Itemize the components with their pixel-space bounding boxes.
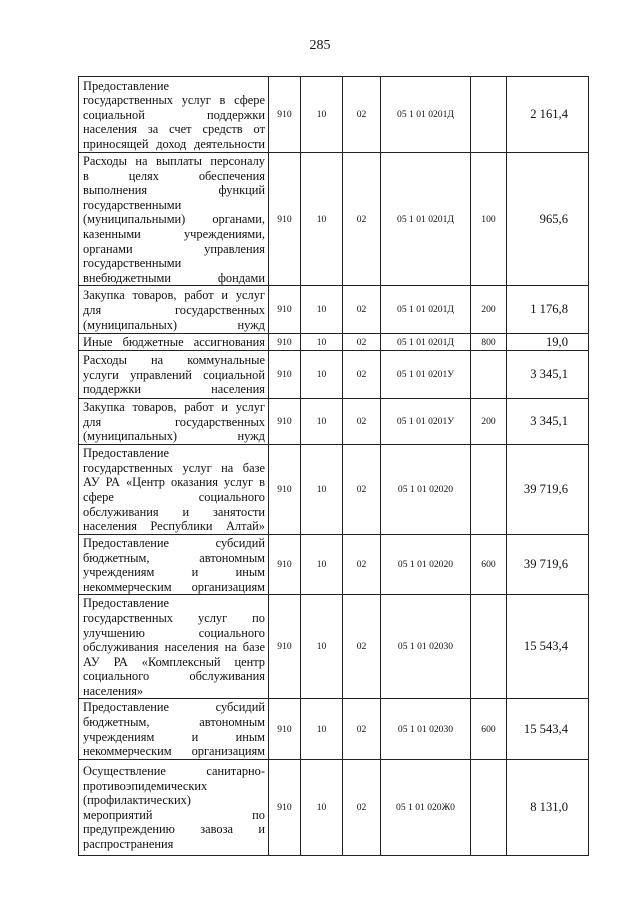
description-line: социальной поддержки — [83, 107, 265, 122]
expense-type-code: 600 — [471, 699, 507, 759]
description-line: Предоставление — [83, 446, 169, 461]
description-line: сфере социального — [83, 489, 265, 504]
description-line: Расходы на выплаты персоналу — [83, 154, 265, 168]
grbs-code: 910 — [269, 398, 301, 444]
subsection-code: 02 — [343, 398, 381, 444]
description-line: Предоставление субсидий — [83, 535, 265, 550]
description-line: (муниципальных) нужд — [83, 429, 265, 444]
expense-type-code: 800 — [471, 334, 507, 351]
subsection-code: 02 — [343, 444, 381, 534]
row-description — [79, 595, 269, 699]
table-body — [79, 77, 589, 856]
description-line: улучшению социального — [83, 625, 265, 640]
section-code: 10 — [301, 759, 343, 855]
table-row — [79, 534, 589, 594]
description-line: Закупка товаров, работ и услуг — [83, 288, 265, 303]
section-code: 10 — [301, 286, 343, 334]
section-code: 10 — [301, 77, 343, 153]
expense-type-code — [471, 444, 507, 534]
description-line: Расходы на коммунальные — [83, 353, 265, 368]
description-line: государственных услуг по — [83, 610, 265, 625]
amount-cell: 19,0 — [507, 334, 589, 351]
expense-type-code — [471, 350, 507, 398]
description-line: населения Республики Алтай» — [83, 519, 265, 534]
description-line: государственных услуг на базе — [83, 460, 265, 475]
description-line: бюджетным, автономным — [83, 550, 265, 565]
expense-type-code: 200 — [471, 398, 507, 444]
description-line: государственными — [83, 256, 182, 271]
subsection-code: 02 — [343, 534, 381, 594]
description-line: выполнения функций — [83, 183, 265, 198]
amount-cell: 3 345,1 — [507, 350, 589, 398]
description-line: некоммерческим организациям — [83, 579, 265, 594]
grbs-code: 910 — [269, 534, 301, 594]
target-article-code: 05 1 01 020Ж0 — [381, 759, 471, 855]
description-line: Предоставление — [83, 78, 169, 93]
description-line: социального обслуживания — [83, 669, 265, 684]
section-code: 10 — [301, 595, 343, 699]
description-line: Предоставление — [83, 596, 169, 611]
section-code: 10 — [301, 153, 343, 286]
row-description — [79, 398, 269, 444]
section-code: 10 — [301, 350, 343, 398]
subsection-code: 02 — [343, 759, 381, 855]
amount-cell: 1 176,8 — [507, 286, 589, 334]
row-description — [79, 444, 269, 534]
description-line: мероприятий по — [83, 807, 265, 822]
description-line: учреждениям и иным — [83, 565, 265, 580]
target-article-code: 05 1 01 02020 — [381, 534, 471, 594]
target-article-code: 05 1 01 0201Д — [381, 153, 471, 286]
description-line: противоэпидемических — [83, 778, 208, 793]
description-line: органами управления — [83, 241, 265, 256]
description-line: государственными — [83, 197, 182, 212]
amount-cell: 8 131,0 — [507, 759, 589, 855]
row-description — [79, 334, 269, 351]
grbs-code: 910 — [269, 595, 301, 699]
target-article-code: 05 1 01 0201Д — [381, 77, 471, 153]
description-line: бюджетным, автономным — [83, 715, 265, 730]
description-line: (профилактических) — [83, 793, 191, 808]
table-row — [79, 77, 589, 153]
description-line: Предоставление субсидий — [83, 700, 265, 715]
description-line: (муниципальными) органами, — [83, 212, 265, 227]
budget-table — [78, 76, 589, 856]
amount-cell: 2 161,4 — [507, 77, 589, 153]
description-line: обслуживания населения на базе — [83, 640, 265, 655]
subsection-code: 02 — [343, 286, 381, 334]
section-code: 10 — [301, 398, 343, 444]
subsection-code: 02 — [343, 153, 381, 286]
table-row — [79, 398, 589, 444]
target-article-code: 05 1 01 02030 — [381, 699, 471, 759]
expense-type-code: 600 — [471, 534, 507, 594]
description-line: некоммерческим организациям — [83, 744, 265, 759]
section-code: 10 — [301, 699, 343, 759]
grbs-code: 910 — [269, 699, 301, 759]
subsection-code: 02 — [343, 595, 381, 699]
expense-type-code — [471, 759, 507, 855]
target-article-code: 05 1 01 0201У — [381, 350, 471, 398]
description-line: внебюджетными фондами — [83, 270, 265, 285]
target-article-code: 05 1 01 02020 — [381, 444, 471, 534]
grbs-code: 910 — [269, 334, 301, 351]
target-article-code: 05 1 01 0201У — [381, 398, 471, 444]
target-article-code: 05 1 01 02030 — [381, 595, 471, 699]
description-line: Иные бюджетные ассигнования — [83, 335, 265, 350]
table-row — [79, 286, 589, 334]
description-line: АУ РА «Центр оказания услуг в — [83, 475, 265, 490]
target-article-code: 05 1 01 0201Д — [381, 286, 471, 334]
row-description — [79, 153, 269, 286]
expense-type-code — [471, 595, 507, 699]
description-line: распространения — [83, 837, 174, 852]
description-line: учреждениям и иным — [83, 729, 265, 744]
amount-cell: 39 719,6 — [507, 444, 589, 534]
row-description — [79, 77, 269, 153]
description-line: услуги управлений социальной — [83, 367, 265, 382]
amount-cell: 39 719,6 — [507, 534, 589, 594]
description-line: предупреждению завоза и — [83, 822, 265, 837]
description-line: Закупка товаров, работ и услуг — [83, 400, 265, 415]
subsection-code: 02 — [343, 699, 381, 759]
table-row — [79, 153, 589, 286]
section-code: 10 — [301, 444, 343, 534]
table-row — [79, 759, 589, 855]
section-code: 10 — [301, 334, 343, 351]
expense-type-code — [471, 77, 507, 153]
description-line: для государственных — [83, 414, 265, 429]
amount-cell: 3 345,1 — [507, 398, 589, 444]
description-line: приносящей доход деятельности — [83, 136, 265, 151]
subsection-code: 02 — [343, 350, 381, 398]
expense-type-code: 200 — [471, 286, 507, 334]
description-line: казенными учреждениями, — [83, 226, 265, 241]
amount-cell: 965,6 — [507, 153, 589, 286]
table-row — [79, 350, 589, 398]
row-description — [79, 350, 269, 398]
amount-cell: 15 543,4 — [507, 699, 589, 759]
amount-cell: 15 543,4 — [507, 595, 589, 699]
page-number: 285 — [309, 38, 331, 53]
description-line: поддержки населения — [83, 382, 265, 397]
table-row — [79, 444, 589, 534]
description-line: для государственных — [83, 303, 265, 318]
description-line: в целях обеспечения — [83, 168, 265, 183]
table-row — [79, 334, 589, 351]
description-line: АУ РА «Комплексный центр — [83, 654, 265, 669]
description-line: (муниципальных) нужд — [83, 317, 265, 332]
grbs-code: 910 — [269, 286, 301, 334]
expense-type-code: 100 — [471, 153, 507, 286]
description-line: государственных услуг в сфере — [83, 93, 265, 108]
description-line: населения за счет средств от — [83, 122, 265, 137]
description-line: населения» — [83, 683, 144, 698]
grbs-code: 910 — [269, 759, 301, 855]
grbs-code: 910 — [269, 153, 301, 286]
subsection-code: 02 — [343, 77, 381, 153]
row-description — [79, 286, 269, 334]
row-description — [79, 699, 269, 759]
section-code: 10 — [301, 534, 343, 594]
description-line: обслуживания и занятости — [83, 504, 265, 519]
grbs-code: 910 — [269, 444, 301, 534]
grbs-code: 910 — [269, 77, 301, 153]
grbs-code: 910 — [269, 350, 301, 398]
row-description — [79, 759, 269, 855]
row-description — [79, 534, 269, 594]
description-line: Осуществление санитарно- — [83, 764, 265, 779]
table-row — [79, 699, 589, 759]
target-article-code: 05 1 01 0201Д — [381, 334, 471, 351]
table-row — [79, 595, 589, 699]
subsection-code: 02 — [343, 334, 381, 351]
